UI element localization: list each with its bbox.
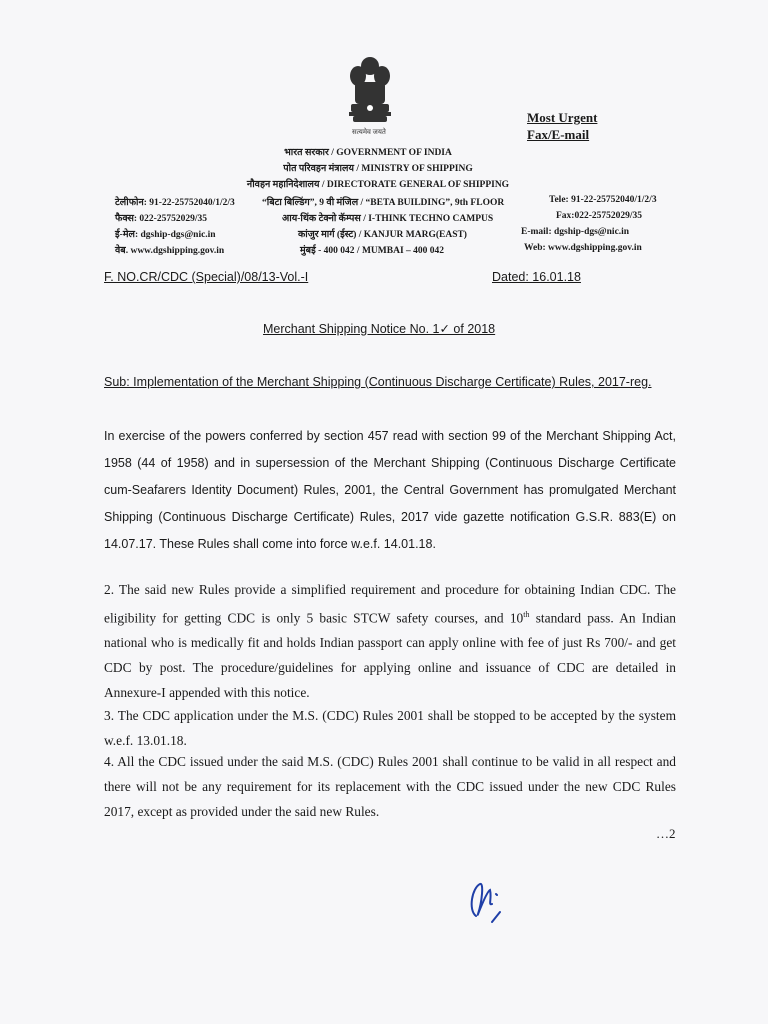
contact-web: Web: www.dgshipping.gov.in bbox=[524, 243, 642, 253]
page-continuation: …2 bbox=[656, 826, 676, 841]
header-fax: फैक्स: 022-25752029/35 bbox=[115, 214, 207, 224]
notice-title: Merchant Shipping Notice No. 1✓ of 2018 bbox=[263, 322, 496, 336]
address-building: “बिटा बिल्डिंग”, 9 वी मंजिल / “BETA BUILDING”, 9th FLOOR bbox=[262, 198, 505, 208]
address-locality: कांजुर मार्ग (ईस्ट) / KANJUR MARG(EAST) bbox=[298, 230, 467, 240]
address-city: मुंबई - 400 042 / MUMBAI – 400 042 bbox=[300, 246, 445, 256]
header-phone: टेलीफोन: 91-22-25752040/1/2/3 bbox=[115, 198, 235, 208]
paragraph-3: 3. The CDC application under the M.S. (CDC) Rules 2001 shall be stopped to be accepted by the system w.e.f. 13.01.18. bbox=[104, 708, 676, 748]
file-number: F. NO.CR/CDC (Special)/08/13-Vol.-I bbox=[104, 270, 309, 284]
contact-fax: Fax:022-25752029/35 bbox=[556, 211, 643, 221]
contact-email: E-mail: dgship-dgs@nic.in bbox=[521, 227, 630, 237]
emblem-motto: सत्यमेव जयते bbox=[352, 128, 386, 136]
paragraph-4: 4. All the CDC issued under the said M.S. (CDC) Rules 2001 shall continue to be valid in all respect and there will not be any requirement for its replacement with the CDC issued under the new CDC Rules 2017, except as provided under the said new Rules. bbox=[104, 754, 676, 819]
address-campus: आय-थिंक टेक्नो कॅम्पस / I-THINK TECHNO CAMPUS bbox=[282, 214, 494, 224]
signature-icon bbox=[462, 872, 512, 932]
header-email: ई-मेल: dgship-dgs@nic.in bbox=[115, 230, 216, 240]
document-date: Dated: 16.01.18 bbox=[492, 270, 581, 284]
subject-line: Sub: Implementation of the Merchant Shipping (Continuous Discharge Certificate) Rules, 2017-reg. bbox=[104, 375, 652, 389]
paragraph-2: 2. The said new Rules provide a simplified requirement and procedure for obtaining Indian CDC. The eligibility for getting CDC is only 5 basic STCW safety courses, and 10th standard pass. An Indian national who is medically fit and holds Indian passport can apply online with fee of just Rs 700/- and get CDC by post. The procedure/guidelines for applying online and issuance of CDC are detailed in Annexure-I appended with this notice. bbox=[104, 582, 677, 701]
header-web: वेब. www.dgshipping.gov.in bbox=[115, 246, 225, 256]
national-emblem-icon bbox=[345, 54, 395, 138]
org-government: भारत सरकार / GOVERNMENT OF INDIA bbox=[284, 148, 452, 158]
urgency-label: Most Urgent bbox=[527, 110, 598, 125]
org-ministry: पोत परिवहन मंत्रालय / MINISTRY OF SHIPPING bbox=[283, 164, 473, 174]
contact-tele: Tele: 91-22-25752040/1/2/3 bbox=[549, 195, 657, 205]
transmission-mode: Fax/E-mail bbox=[527, 127, 590, 142]
org-directorate: नौवहन महानिदेशालय / DIRECTORATE GENERAL OF SHIPPING bbox=[246, 180, 510, 190]
paragraph-1: In exercise of the powers conferred by section 457 read with section 99 of the Merchant Shipping Act, 1958 (44 of 1958) and in supersession of the Merchant Shipping (Continuous Discharge Certificate cum-Seafarers Identity Document) Rules, 2001, the Central Government has promulgated Merchant Shipping (Continuous Discharge Certificate) Rules, 2017 vide gazette notification G.S.R. 883(E) on 14.07.17. These Rules shall come into force w.e.f. 14.01.18. bbox=[104, 429, 676, 551]
